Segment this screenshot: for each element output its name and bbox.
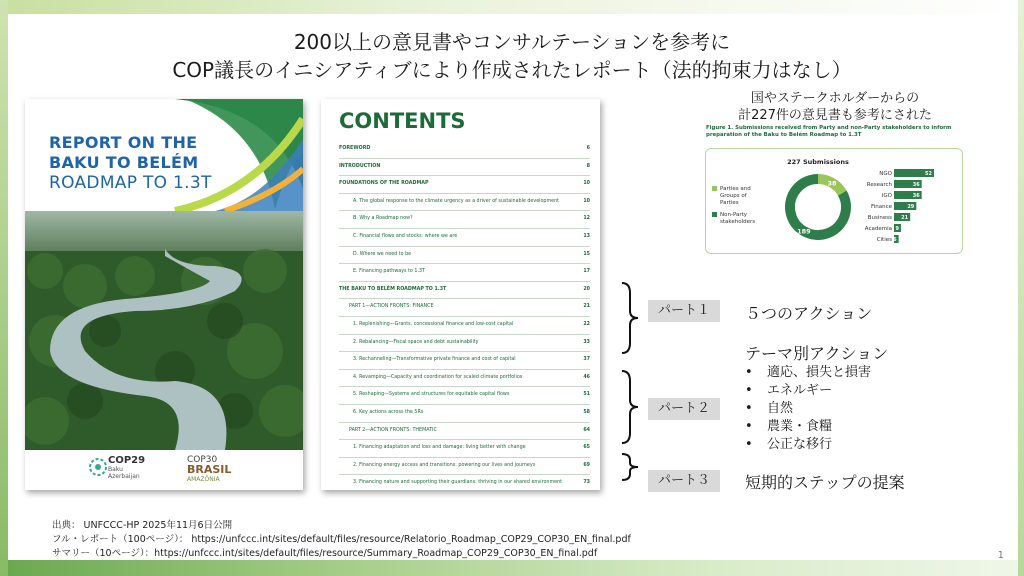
right-gradient-band — [1018, 0, 1024, 576]
list-item: • 公正な移行 — [745, 436, 871, 454]
toc-row-label: 2. Rebalancing—Fiscal space and debt sustainability — [353, 339, 479, 345]
left-gradient-band — [0, 0, 8, 576]
toc-row-page: 12 — [583, 216, 590, 222]
toc-row — [339, 458, 590, 476]
toc-row-label: FOREWORD — [339, 146, 371, 151]
toc-row-label: FOUNDATIONS OF THE ROADMAP — [339, 181, 429, 187]
submissions-caption-line2: 計227件の意見書も参考にされた — [738, 108, 932, 123]
toc-row-page: 10 — [583, 181, 590, 187]
part3-brace-icon — [620, 452, 642, 482]
toc-row-page: 6 — [586, 146, 590, 151]
list-item: • エネルギー — [745, 382, 871, 400]
source-line1: 出典： UNFCCC-HP 2025年11月6日公開 — [52, 520, 233, 531]
bar-value-label: 9 — [895, 226, 899, 232]
toc-row-page: 37 — [583, 357, 590, 363]
toc-row — [339, 299, 590, 317]
toc-row — [339, 176, 590, 194]
donut-title: 227 Submissions — [787, 158, 849, 166]
bar-category-label: NGO — [879, 171, 892, 177]
donut-slice-label: 189 — [797, 227, 811, 236]
list-item: • 農業・食糧 — [745, 418, 871, 436]
toc-row-page: 69 — [583, 462, 590, 468]
legend-label: stakeholders — [720, 219, 756, 225]
bar-category-label: Research — [866, 182, 892, 188]
toc-row-label: D. Where we need to be — [353, 251, 412, 257]
bottom-gradient-band — [0, 560, 1024, 576]
toc-row-label: 5. Reshaping—Systems and structures for equitable capital flows — [353, 392, 510, 398]
table-of-contents — [339, 141, 590, 490]
submissions-caption-line1: 国やステークホルダーからの — [750, 91, 920, 106]
part1-brace-icon — [620, 281, 642, 355]
legend-swatch — [712, 186, 717, 191]
bar-value-label: 6 — [893, 237, 897, 243]
donut-slice-label: 38 — [827, 179, 837, 188]
bar-value-label: 21 — [901, 215, 909, 221]
bar-category-label: IGO — [881, 193, 892, 199]
submissions-chart — [706, 149, 962, 253]
top-gradient-band — [0, 0, 1024, 14]
cover-title — [49, 133, 212, 193]
part2-brace-icon — [620, 369, 642, 445]
toc-row-label: PART 1—ACTION FRONTS: FINANCE — [349, 304, 434, 310]
toc-row — [339, 194, 590, 212]
toc-row-page: 17 — [583, 269, 590, 275]
bar-category-label: Academia — [864, 226, 892, 232]
toc-row — [339, 264, 590, 282]
toc-row — [339, 475, 590, 490]
slide-title-line1: 200以上の意見書やコンサルテーションを参考に — [293, 30, 731, 54]
toc-row — [339, 370, 590, 388]
toc-row — [339, 247, 590, 265]
toc-row-page: 10 — [583, 198, 590, 204]
figure-title: Figure 1. Submissions received from Party and non-Party stakeholders to inform preparation of the Baku to Belém Roadmap to 1.3T — [706, 125, 952, 138]
legend-swatch — [712, 212, 717, 217]
cop30-logo-text: COP30 BRASIL AMAZÔNIA — [187, 455, 232, 483]
list-item: • 適応、損失と損害 — [745, 364, 871, 382]
part1-label: パート１ — [648, 300, 720, 322]
toc-row — [339, 229, 590, 247]
bar-category-label: Business — [867, 215, 892, 221]
toc-row-label: 2. Financing energy access and transitions: powering our lives and journeys — [353, 462, 536, 468]
toc-row-label: INTRODUCTION — [339, 163, 381, 169]
toc-row-page: 46 — [583, 374, 590, 380]
toc-row — [339, 440, 590, 458]
part2-label: パート２ — [648, 398, 720, 420]
part3-label: パート３ — [648, 470, 720, 492]
toc-row — [339, 282, 590, 300]
submissions-figure — [705, 148, 963, 254]
toc-row — [339, 335, 590, 353]
toc-row-label: THE BAKU TO BELÉM ROADMAP TO 1.3T — [339, 286, 447, 292]
page-number: 1 — [997, 550, 1004, 561]
toc-row-page: 8 — [586, 163, 590, 169]
toc-row-page: 21 — [583, 304, 590, 310]
source-line2: フル・レポート（100ページ）： https://unfccc.int/sites/default/files/resource/Relatorio_Roadmap_COP29_COP30_EN_final.pdf — [52, 534, 631, 545]
toc-row-label: 1. Replenishing—Grants, concessional finance and low-cost capital — [353, 321, 514, 327]
toc-row-label: E. Financing pathways to 1.3T — [353, 269, 425, 275]
cover-title-line3: ROADMAP TO 1.3T — [49, 173, 212, 193]
cover-title-line2: BAKU TO BELÉM — [49, 153, 199, 172]
toc-row — [339, 387, 590, 405]
bar-category-label: Finance — [870, 204, 892, 210]
contents-heading: CONTENTS — [339, 109, 466, 133]
toc-row — [339, 317, 590, 335]
cop29-logo-text: COP29 Baku Azerbaijan — [108, 455, 146, 480]
toc-row-page: 64 — [583, 427, 590, 433]
part1-text: ５つのアクション — [745, 304, 873, 323]
legend-label: Parties — [720, 200, 739, 206]
toc-row-label: 4. Revamping—Capacity and coordination for scaled climate portfolios — [353, 374, 523, 380]
contents-page — [321, 99, 600, 490]
toc-row-label: 3. Rechanneling—Transformative private finance and cost of capital — [353, 357, 516, 363]
source-line3: サマリー（10ページ）：https://unfccc.int/sites/default/files/resource/Summary_Roadmap_COP29_COP30_EN_final.pdf — [52, 548, 598, 559]
bar-value-label: 29 — [907, 204, 915, 210]
toc-row — [339, 423, 590, 441]
toc-row-page: 51 — [583, 392, 590, 398]
toc-row — [339, 141, 590, 159]
thematic-bullet-list — [745, 364, 871, 454]
toc-row-label: 3. Financing nature and supporting their guardians: thriving in our shared environment — [353, 480, 563, 486]
toc-row-label: A. The global response to the climate urgency as a driver of sustainable development — [353, 198, 560, 204]
cover-title-line1: REPORT ON THE — [49, 133, 198, 152]
toc-row-page: 13 — [583, 233, 590, 239]
toc-row — [339, 405, 590, 423]
slide-title-line2: COP議長のイニシアティブにより作成されたレポート（法的拘束力はなし） — [172, 58, 852, 82]
toc-row-page: 65 — [583, 445, 590, 451]
cover-footer — [25, 450, 303, 490]
toc-row-page: 22 — [583, 321, 590, 327]
toc-row-page: 20 — [583, 286, 590, 292]
toc-row-label: 1. Financing adaptation and loss and damage: living better with change — [353, 445, 526, 451]
toc-row-label: PART 2—ACTION FRONTS: THEMATIC — [349, 427, 437, 433]
legend-label: Parties and — [720, 186, 751, 192]
toc-row-label: 6. Key actions across the 5Rs — [353, 409, 424, 415]
toc-row-page: 58 — [583, 409, 590, 415]
toc-row-label: C. Financial flows and stocks: where we are — [353, 233, 458, 239]
legend-label: Non-Party — [720, 212, 748, 218]
toc-row-page: 73 — [583, 480, 590, 486]
toc-row-page: 15 — [583, 251, 590, 257]
toc-row — [339, 211, 590, 229]
bar-category-label: Cities — [876, 237, 892, 243]
bar-value-label: 36 — [912, 182, 920, 188]
part3-text: 短期的ステップの提案 — [745, 473, 905, 492]
toc-row — [339, 159, 590, 177]
toc-row — [339, 352, 590, 370]
cop29-logo-icon — [88, 457, 108, 477]
list-item: • 自然 — [745, 400, 871, 418]
report-cover — [25, 99, 303, 490]
bar-value-label: 52 — [925, 171, 932, 177]
toc-row-label: B. Why a Roadmap now? — [353, 216, 413, 222]
rainforest-river-photo — [25, 211, 303, 450]
toc-row-page: 33 — [583, 339, 590, 345]
legend-label: Groups of — [720, 193, 747, 199]
bar-value-label: 36 — [912, 193, 920, 199]
part2-text: テーマ別アクション — [745, 344, 889, 363]
